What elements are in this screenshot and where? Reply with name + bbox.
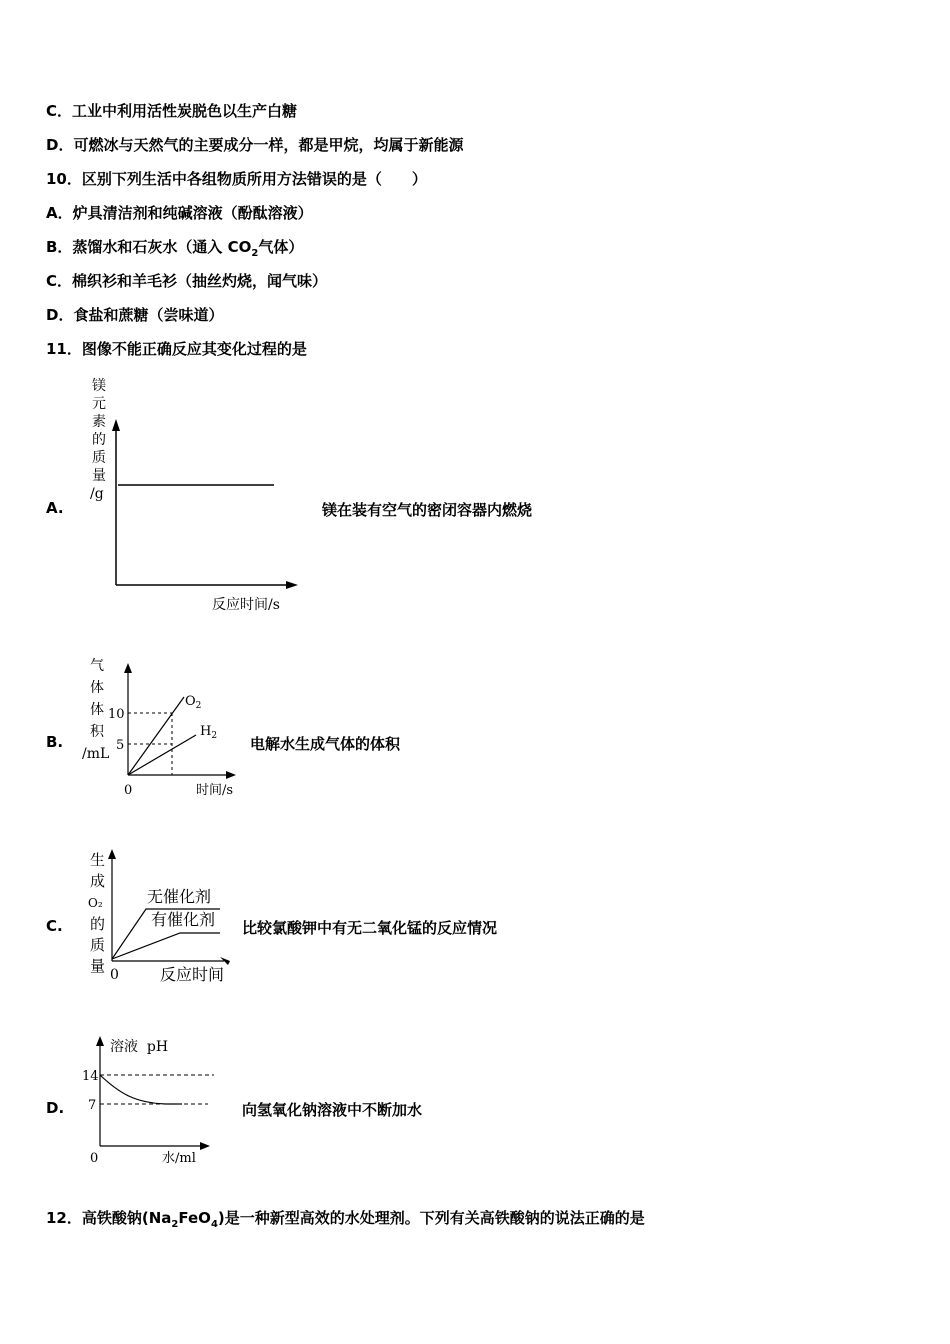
graph-a-ylabel-3: 素 [92,414,106,430]
q11-option-c-label: C. [46,917,63,935]
graph-c-ylabel-4: 的 [90,915,106,933]
graph-a-y-arrow [112,419,120,431]
graph-b [78,655,248,803]
graph-b-series-o2 [128,697,184,775]
q12-sub-o: 4 [210,1219,218,1230]
graph-d-xlabel: 水/ml [162,1151,196,1166]
graph-b-series-h2 [128,735,196,775]
graph-c-ylabel-5: 质 [90,936,106,954]
q9-option-c: C．工业中利用活性炭脱色以生产白糖 [46,102,298,120]
graph-a-ylabel-1: 镁 [92,378,106,394]
graph-a-x-arrow [286,581,298,589]
q11-option-b-label: B. [46,733,64,751]
graph-b-ylabel [82,658,109,762]
graph-c-ylabel-6: 量 [90,957,106,975]
graph-a-ylabel [90,378,110,502]
graph-b-tick-10: 10 [108,707,125,722]
graph-a-ylabel-2: 元 [92,396,106,412]
graph-d-tick-14: 14 [82,1069,99,1084]
graph-a [80,375,310,615]
q11-stem: 11．图像不能正确反应其变化过程的是 [46,340,307,358]
graph-c-xlabel: 反应时间 [160,965,225,984]
graph-b-origin: 0 [124,783,133,798]
graph-c-label-catalyst: 有催化剂 [151,910,216,929]
graph-c-ylabel [88,851,110,975]
graph-d-curve [100,1075,182,1104]
graph-d-tick-7: 7 [88,1098,97,1113]
graph-b-x-arrow [226,771,236,779]
graph-b-ylabel-1: 气 [90,658,104,674]
graph-b-ylabel-5: /mL [82,746,110,762]
graph-b-xlabel: 时间/s [196,783,234,798]
q12-stem-part2: FeO [178,1209,211,1227]
q10-option-b-text: B．蒸馏水和石灰水（通入 CO [46,238,252,256]
graph-c-origin: 0 [110,967,119,983]
q11-option-c-desc: 比较氯酸钾中有无二氧化锰的反应情况 [242,919,498,937]
graph-b-label-h2 [200,724,217,741]
graph-d-ylabel: 溶液 pH [110,1039,169,1055]
graph-b-y-arrow [124,663,132,673]
graph-a-ylabel-6: 量 [92,468,106,484]
q12-stem [46,1208,645,1235]
graph-c-label-no-catalyst: 无催化剂 [147,887,212,906]
q11-option-b-desc: 电解水生成气体的体积 [250,735,401,753]
graph-a-ylabel-7: /g [90,486,104,502]
graph-b-ylabel-3: 体 [90,702,104,718]
graph-a-xlabel: 反应时间/s [212,597,280,613]
graph-b-label-h2-main: H [200,724,212,739]
graph-b-ylabel-4: 积 [90,724,104,740]
q11-option-a-label: A. [46,499,64,517]
graph-b-tick-5: 5 [116,738,125,753]
graph-b-label-o2 [185,694,201,711]
q11-option-a-desc: 镁在装有空气的密闭容器内燃烧 [322,501,533,519]
graph-d-y-arrow [96,1036,104,1046]
graph-b-ylabel-2: 体 [90,680,104,696]
q10-option-b-subscript: 2 [251,248,259,259]
graph-a-ylabel-4: 的 [92,432,106,448]
q10-option-d: D．食盐和蔗糖（尝味道） [46,306,224,324]
graph-b-label-o2-main: O [185,694,196,709]
q11-option-d-desc: 向氢氧化钠溶液中不断加水 [242,1101,423,1119]
graph-a-ylabel-5: 质 [92,450,106,466]
q10-option-b [46,237,303,264]
q12-stem-part3: )是一种新型高效的水处理剂。下列有关高铁酸钠的说法正确的是 [217,1209,645,1227]
q10-option-b-tail: 气体） [258,238,304,256]
graph-d [82,1030,222,1168]
graph-c-series-catalyst [112,933,220,959]
graph-c [84,845,240,990]
q9-option-d: D．可燃冰与天然气的主要成分一样，都是甲烷，均属于新能源 [46,136,464,154]
q10-stem: 10．区别下列生活中各组物质所用方法错误的是（ ） [46,170,427,188]
graph-c-ylabel-3: O₂ [88,896,103,910]
q12-sub-na: 2 [171,1219,179,1230]
q11-option-d-label: D. [46,1099,65,1117]
graph-d-origin: 0 [90,1151,99,1166]
graph-c-ylabel-2: 成 [90,872,106,890]
q12-stem-part1: 12．高铁酸钠(Na [46,1209,172,1227]
graph-c-ylabel-1: 生 [90,851,106,869]
graph-b-label-o2-sub: 2 [195,701,202,711]
graph-d-x-arrow [200,1142,210,1150]
graph-b-label-h2-sub: 2 [211,731,218,741]
q10-option-a: A．炉具清洁剂和纯碱溶液（酚酞溶液） [46,204,313,222]
q10-option-c: C．棉织衫和羊毛衫（抽丝灼烧，闻气味） [46,272,328,290]
